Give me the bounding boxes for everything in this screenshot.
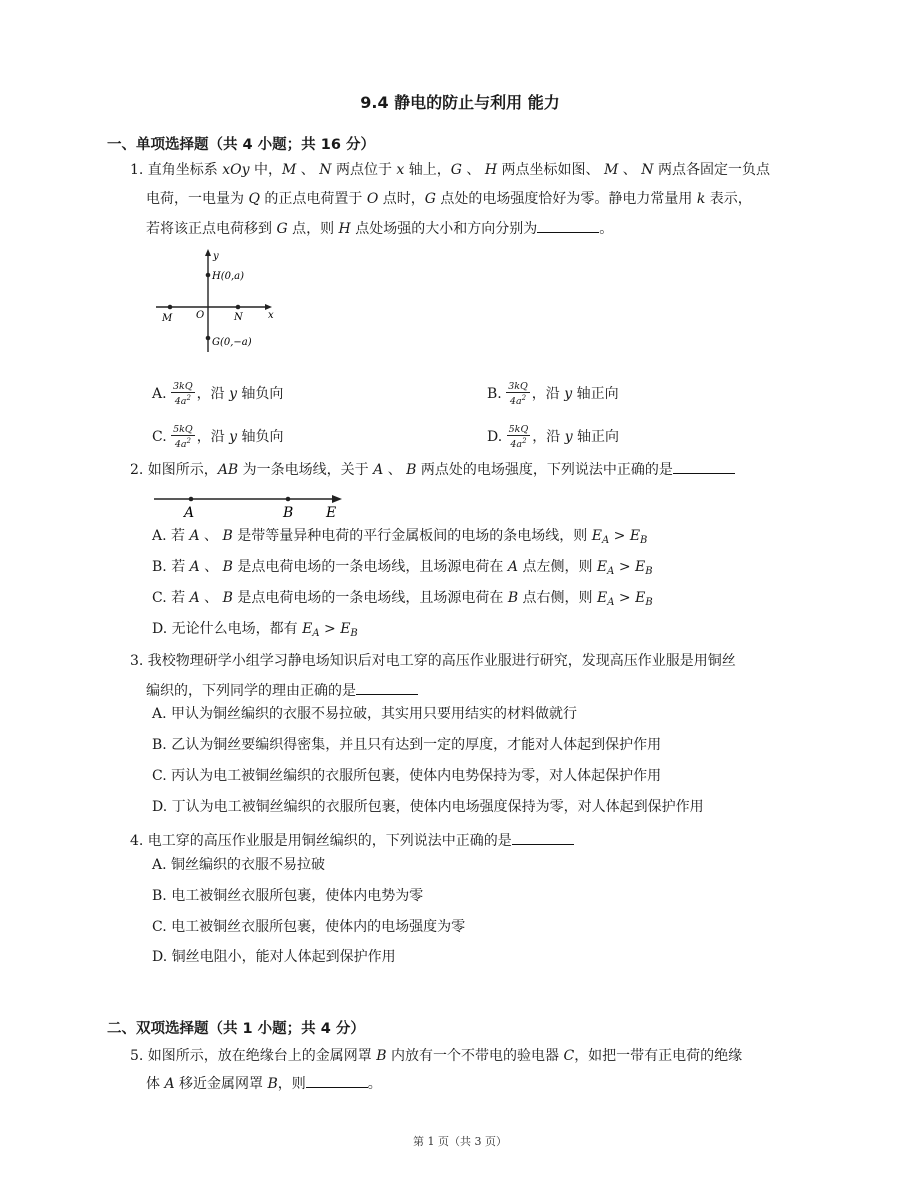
q5-line-2: 体 A 移近金属网罩 B，则 。 [146,1072,382,1094]
q5-line-1: 5. 如图所示，放在绝缘台上的金属网罩 B 内放有一个不带电的验电器 C，如把一带有正电荷的绝缘 [130,1048,743,1064]
q1-option-b[interactable]: B. $\frac{3kQ}{4a^2}$ ，沿 y 轴正向 [487,381,619,408]
o-label: O [196,310,205,321]
e-label: E [326,505,337,518]
fraction: $\frac{5kQ}{4a^2}$ [508,424,529,451]
section-heading-double-choice: 二、双项选择题（共 1 小题；共 4 分） [107,1021,365,1037]
m-label: M [162,313,173,324]
answer-blank [537,217,599,233]
n-label: N [234,312,243,323]
point-b [286,497,291,502]
a-label: A [184,505,195,518]
q1-option-a[interactable]: A. $\frac{3kQ}{4a^2}$ ，沿 y 轴负向 [152,381,284,408]
point-h [206,273,211,278]
q4-stem: 4. 电工穿的高压作业服是用铜丝编织的，下列说法中正确的是 [130,829,574,851]
q4-option-a[interactable]: A. 铜丝编织的衣服不易拉破 [152,857,326,873]
q2-stem: 2. 如图所示，AB 为一条电场线，关于 A 、 B 两点处的电场强度，下列说法中正确的是 [130,458,735,480]
q3-option-b[interactable]: B. 乙认为铜丝要编织得密集，并且只有达到一定的厚度，才能对人体起到保护作用 [152,737,662,753]
q1-option-c[interactable]: C. $\frac{5kQ}{4a^2}$ ，沿 y 轴负向 [152,424,284,451]
y-label: y [213,251,219,262]
point-m [168,305,173,310]
q3-option-d[interactable]: D. 丁认为电工被铜丝编织的衣服所包裹，使体内电场强度保持为零，对人体起到保护作用 [152,799,704,815]
q1-line-1: 1. 直角坐标系 xOy 中，M 、 N 两点位于 x 轴上，G 、 H 两点坐标如图、 M 、 N 两点各固定一负点 [130,162,770,178]
point-a [189,497,194,502]
q2-field-line-figure [150,488,355,518]
answer-blank [512,829,574,845]
q2-option-a[interactable]: A. 若 A 、 B 是带等量异种电荷的平行金属板间的电场的条电场线，则 $E_A > E_B$ [152,528,648,546]
answer-blank [356,679,418,695]
fraction: $\frac{3kQ}{4a^2}$ [508,381,528,408]
q1-line-2: 电荷，一电量为 Q 的正点电荷置于 O 点时，G 点处的电场强度恰好为零。静电力常量用 k 表示， [146,191,752,207]
g-label: G(0,−a) [212,337,252,348]
q4-option-d[interactable]: D. 铜丝电阻小，能对人体起到保护作用 [152,949,396,965]
fraction: $\frac{3kQ}{4a^2}$ [173,381,193,408]
q3-stem-line-2: 编织的，下列同学的理由正确的是 [146,679,418,701]
answer-blank [306,1072,368,1088]
point-g [206,336,211,341]
q2-option-b[interactable]: B. 若 A 、 B 是点电荷电场的一条电场线，且场源电荷在 A 点左侧，则 $E_A > E_B$ [152,559,653,577]
q1-coordinate-figure [150,248,280,356]
field-arrow [332,495,342,503]
section-heading-single-choice: 一、单项选择题（共 4 小题；共 16 分） [107,137,375,153]
q2-option-d[interactable]: D. 无论什么电场，都有 $E_A > E_B$ [152,621,358,639]
q3-stem-line-1: 3. 我校物理研学小组学习静电场知识后对电工穿的高压作业服进行研究，发现高压作业服是用铜丝 [130,653,736,669]
q1-line-3: 若将该正点电荷移到 G 点，则 H 点处场强的大小和方向分别为 。 [146,217,613,239]
x-label: x [268,310,274,321]
page-footer: 第 1 页（共 3 页） [413,1135,507,1148]
point-n [236,305,241,310]
answer-blank [673,458,735,474]
fraction: $\frac{5kQ}{4a^2}$ [173,424,193,451]
q1-option-d[interactable]: D. $\frac{5kQ}{4a^2}$ ，沿 y 轴正向 [487,424,620,451]
q4-option-b[interactable]: B. 电工被铜丝衣服所包裹，使体内电势为零 [152,888,424,904]
document-title: 9.4 静电的防止与利用 能力 [360,93,560,112]
h-label: H(0,a) [212,271,245,282]
b-label: B [283,505,294,518]
y-axis-arrow [205,249,211,256]
q4-option-c[interactable]: C. 电工被铜丝衣服所包裹，使体内的电场强度为零 [152,919,466,935]
q2-option-c[interactable]: C. 若 A 、 B 是点电荷电场的一条电场线，且场源电荷在 B 点右侧，则 $E_A > E_B$ [152,590,653,608]
q3-option-a[interactable]: A. 甲认为铜丝编织的衣服不易拉破，其实用只要用结实的材料做就行 [152,706,578,722]
q3-option-c[interactable]: C. 丙认为电工被铜丝编织的衣服所包裹，使体内电势保持为零，对人体起保护作用 [152,768,662,784]
